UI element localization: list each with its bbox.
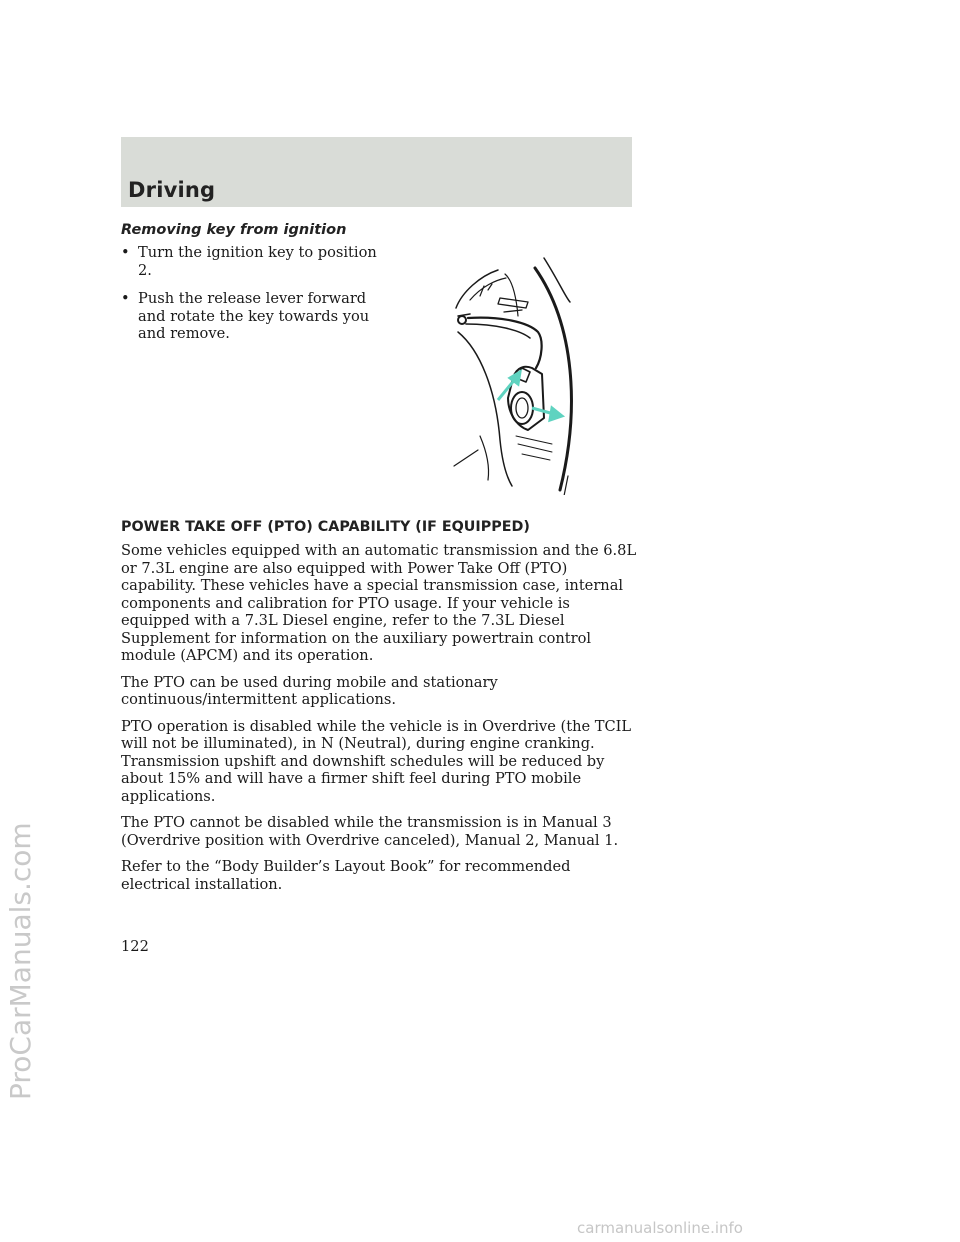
instruction-list <box>121 244 391 354</box>
bullet-icon: • <box>121 290 130 307</box>
bottom-watermark: carmanualsonline.info <box>577 1219 743 1237</box>
pto-body <box>121 542 641 902</box>
paragraph: Refer to the “Body Builder’s Layout Book” for recommended electrical installation. <box>121 858 571 893</box>
paragraph: PTO operation is disabled while the vehicle is in Overdrive (the TCIL will not be illuminated), in N (Neutral), during engine cranking. Transmission upshift and downshift schedules will be reduced by about 15% and will have a firmer shift feel during PTO mobile applications. <box>121 717 632 805</box>
side-watermark: ProCarManuals.com <box>4 822 37 1100</box>
list-item-text: Push the release lever forward and rotate the key towards you and remove. <box>138 290 370 342</box>
list-item <box>121 244 391 279</box>
paragraph: The PTO can be used during mobile and stationary continuous/intermittent applications. <box>121 673 498 708</box>
paragraph: Some vehicles equipped with an automatic transmission and the 6.8L or 7.3L engine are also equipped with Power Take Off (PTO) capability. These vehicles have a special transmission case, internal components and calibration for PTO usage. If your vehicle is equipped with a 7.3L Diesel engine, refer to the 7.3L Diesel Supplement for information on the auxiliary powertrain control module (APCM) and its operation. <box>121 542 637 664</box>
paragraph: The PTO cannot be disabled while the transmission is in Manual 3 (Overdrive position with Overdrive canceled), Manual 2, Manual 1. <box>121 814 619 849</box>
list-item <box>121 290 391 343</box>
subheading-removing-key: Removing key from ignition <box>121 222 347 238</box>
page-number: 122 <box>121 938 149 955</box>
list-item-text: Turn the ignition key to position 2. <box>138 244 377 279</box>
ignition-key-illustration <box>440 240 630 495</box>
section-heading-pto: POWER TAKE OFF (PTO) CAPABILITY (IF EQUIPPED) <box>121 519 530 535</box>
bullet-icon: • <box>121 244 130 261</box>
section-title: Driving <box>128 178 216 202</box>
